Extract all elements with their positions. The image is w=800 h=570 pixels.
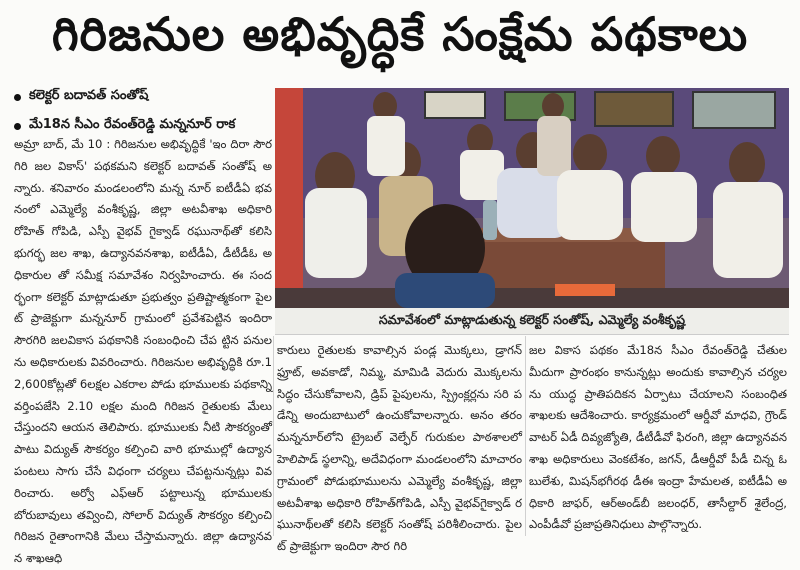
- article-column-3: జల వికాస పథకం మే18న సీఎం రేవంత్‌రెడ్డి చేతుల మీదుగా ప్రారంభం కానున్నట్లు అందుకు కావాల్సిన చర్యలను యుద్ధ ప్రాతిపదికన ఏర్పాటు చేయాలని సంబంధిత శాఖలకు ఆదేశించారు. కార్యక్రమంలో ఆర్డీవో మాధవి, గ్రౌండ్ వాటర్ ఏడీ దివ్యజ్యోతి, డీటీడీవో ఫిరంగి, జిల్లా ఉద్యానవనశాఖ అధికారులు వెంకటేశం, జగన్, డీఆర్డీవో పీడీ చిన్న ఓబులేశు, మిషన్‌భగీరథ డీఈ ఇంద్రా హేమలత, ఐటీడీఏ అధికారి జాఫర్, ఆర్‌అండ్‌బీ జలంధర్, తాసీల్దార్ శైలేంద్ర, ఎంపీడీవో ప్రజాప్రతినిధులు పాల్గొన్నారు.: [529, 343, 787, 532]
- photo-caption: సమావేశంలో మాట్లాడుతున్న కలెక్టర్ సంతోష్, ఎమ్మెల్యే వంశీకృష్ణ: [275, 308, 789, 335]
- highlight-item: [14, 88, 272, 106]
- article-column-1: అమ్రా బాద్, మే 10 : గిరిజనుల అభివృద్ధికే 'ఇం దిరా సౌరగిరి జల వికాస్' పథకమని కలెక్టర్ బదావత్ సంతోష్ అన్నారు. శనివారం మండలంలోని మన్న నూర్ ఐటీడీఏ భవనంలో ఎమ్మెల్యే వంశీకృష్ణ, జిల్లా అటవీశాఖ అధికారి రోహిత్ గోపిడి, ఎస్పీ వైభవ్ గైక్వాడ్ రఘునాథ్‌తో కలిసి భుగర్భ జల శాఖ, ఉద్యానవనశాఖ, ఐటీడీఏ, డీటీడీఓ అధికారుల తో సమీక్ష సమావేశం నిర్వహించారు. ఈ సందర్భంగా కలెక్టర్ మాట్లాడుతూ ప్రభుత్వం ప్రతిష్టాత్మకంగా పైలట్ ప్రాజెక్టుగా మన్ననూర్ గ్రామంలో ప్రవేశపెట్టిన ఇందిరా సౌరగిరి జలవికాస పథకానికి సంబంధించి చేప ట్టిన పనులను అధికారులకు వివరించారు. గిరిజనుల అభివృద్ధికి రూ.12,600కోట్లతో 6లక్షల ఎకరాల పోడు భూములకు పథకాన్ని వర్తింపజేసి 2.10 లక్షల మంది గిరిజన రైతులకు మేలు చేస్తుందని ఆయన తెలిపారు. భూములకు నీటి సౌకర్యంతో పాటు విద్యుత్ సౌకర్యం కల్పించి వారి భూముల్లో ఉద్యాన పంటలు సాగు చేసే విధంగా చర్యలు చేపట్టనున్నట్లు వివరించారు. అర్వో ఎఫ్ఆర్ పట్టాలున్న భూములకు బోరుబావులు తవ్వించి, సోలార్ విద్యుత్ సౌకర్యం కల్పించి గిరిజన రైతాంగానికి మేలు చేస్తామన్నారు. జిల్లా ఉద్యానవన శాఖఆధి: [14, 137, 272, 566]
- meeting-photo: [275, 88, 789, 308]
- column-divider: [525, 336, 526, 536]
- highlight-text: కలెక్టర్ బదావత్ సంతోష్: [29, 88, 149, 103]
- column-divider: [273, 336, 274, 536]
- bullet-icon: [14, 123, 21, 130]
- bullet-icon: [14, 94, 21, 101]
- article-column-2: కారులు రైతులకు కావాల్సిన పండ్ల మొక్కలు, డ్రాగన్ ఫ్రూట్, అవకాడో, నిమ్మ, మామిడి వెదురు మొక్కలను సిద్ధం చేసుకోవాలని, డ్రిప్ పైపులను, స్ప్రింక్లర్లను సరి పడేన్ని అందుబాటులో ఉంచుకోవాలన్నారు. అనం తరం మన్ననూర్‌లోని ట్రైబల్ వెల్ఫేర్ గురుకుల పాఠశాలలో హెలిపాడ్ స్థలాన్ని, అదేవిధంగా మండలంలోని మాచారం గ్రామంలో పోడుభూములను ఎమ్మెల్యే వంశీకృష్ణ, జిల్లా అటవీశాఖ అధికారి రోహిత్‌గోపిడి, ఎస్పీ వైభవ్‌గైక్వాడ్ రఘునాథ్‌లతో కలిసి కలెక్టర్ సంతోష్ పరిశీలించారు. పైలట్ ప్రాజెక్టుగా ఇందిరా సౌర గిరి: [277, 343, 522, 554]
- highlight-text: మే18న సీఎం రేవంత్‌రెడ్డి మన్ననూర్ రాక: [29, 117, 236, 132]
- headline: గిరిజనుల అభివృద్ధికే సంక్షేమ పథకాలు: [51, 7, 749, 61]
- highlight-item: [14, 117, 272, 135]
- meeting-photo-illustration: [275, 88, 789, 308]
